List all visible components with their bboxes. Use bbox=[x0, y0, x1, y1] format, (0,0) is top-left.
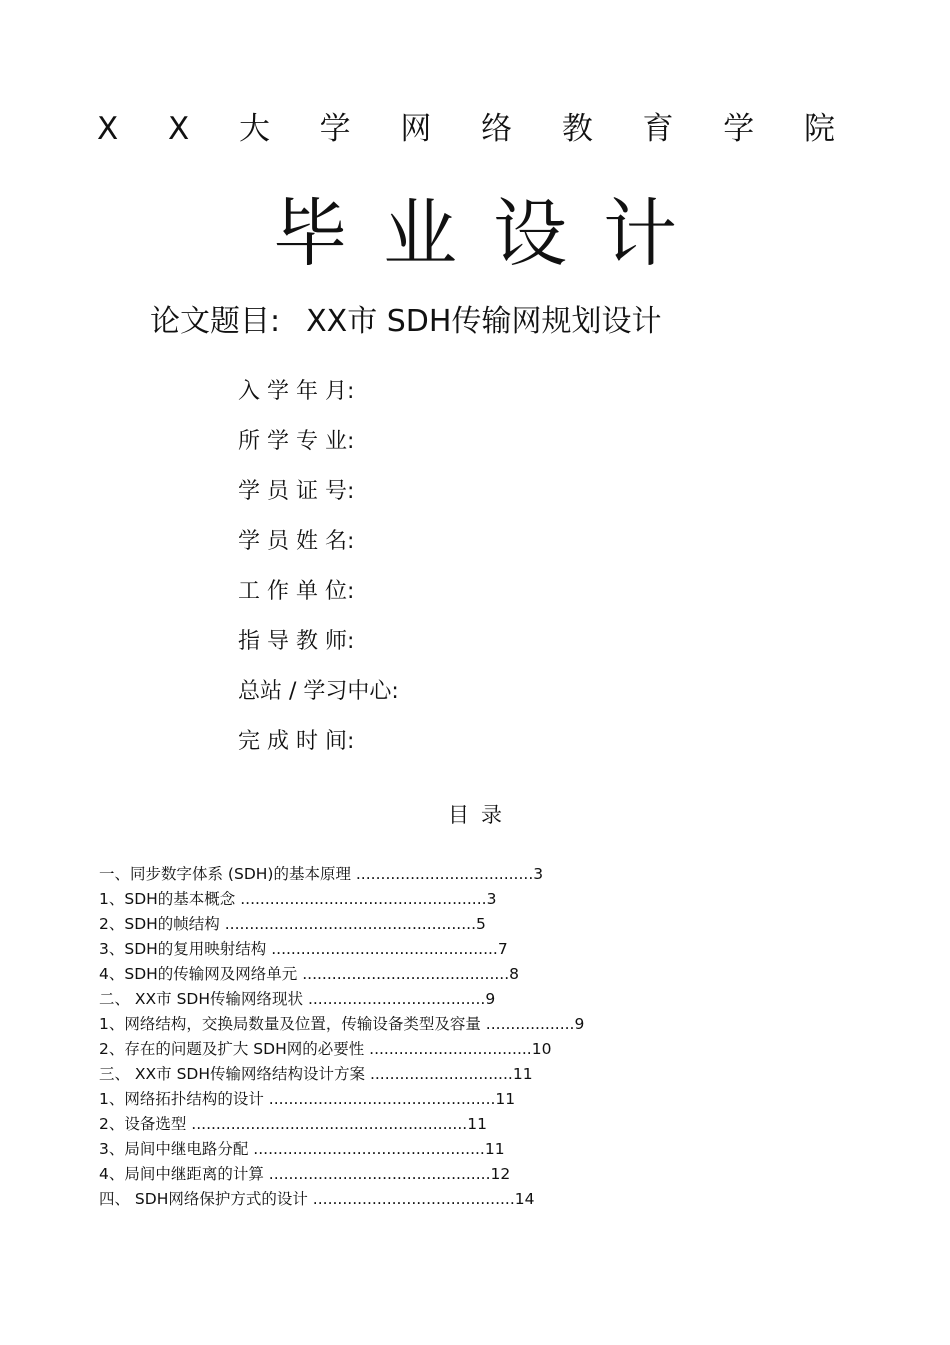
field-student-id: 学 员 证 号: bbox=[238, 479, 355, 504]
thesis-topic-value: XX市 SDH传输网规划设计 bbox=[306, 304, 662, 339]
field-major: 所 学 专 业: bbox=[238, 429, 355, 454]
institution-char: 院 bbox=[803, 111, 835, 147]
institution-char: 络 bbox=[481, 111, 513, 147]
toc-entry: 1、网络拓扑结构的设计 ..............................................11 bbox=[99, 1090, 516, 1108]
field-learning-center: 总站 / 学习中心: bbox=[238, 679, 399, 704]
field-student-name: 学 员 姓 名: bbox=[238, 529, 355, 554]
toc-entry: 2、SDH的帧结构 ...................................................5 bbox=[99, 915, 486, 933]
toc-title: 目录 bbox=[448, 803, 514, 827]
table-of-contents bbox=[99, 862, 719, 1212]
toc-entry: 2、设备选型 ........................................................11 bbox=[99, 1115, 487, 1133]
thesis-topic bbox=[150, 302, 661, 342]
toc-entry: 1、SDH的基本概念 ..................................................3 bbox=[99, 890, 497, 908]
info-fields bbox=[238, 375, 399, 775]
institution-char: 学 bbox=[723, 111, 755, 147]
institution-char: X bbox=[97, 111, 119, 147]
field-enrollment-date: 入 学 年 月: bbox=[238, 379, 355, 404]
toc-entry: 3、局间中继电路分配 ...............................................11 bbox=[99, 1140, 505, 1158]
institution-char: 教 bbox=[561, 111, 593, 147]
institution-char: 学 bbox=[319, 111, 351, 147]
field-advisor: 指 导 教 师: bbox=[238, 629, 355, 654]
document-title: 毕业设计 bbox=[273, 191, 713, 277]
institution-char: 育 bbox=[642, 111, 674, 147]
toc-entry: 一、同步数字体系 (SDH)的基本原理 ....................................3 bbox=[99, 865, 544, 883]
toc-entry: 3、SDH的复用映射结构 ..............................................7 bbox=[99, 940, 508, 958]
toc-entry: 四、 SDH网络保护方式的设计 .........................................14 bbox=[99, 1190, 535, 1208]
toc-entry: 2、存在的问题及扩大 SDH网的必要性 .................................10 bbox=[99, 1040, 552, 1058]
thesis-topic-label: 论文题目: bbox=[150, 304, 281, 339]
toc-entry: 4、局间中继距离的计算 .............................................12 bbox=[99, 1165, 511, 1183]
institution-char: X bbox=[167, 111, 190, 147]
field-workplace: 工 作 单 位: bbox=[238, 579, 355, 604]
institution-char: 网 bbox=[400, 111, 432, 147]
toc-entry: 4、SDH的传输网及网络单元 ..........................................8 bbox=[99, 965, 520, 983]
field-completion-time: 完 成 时 间: bbox=[238, 729, 355, 754]
institution-name bbox=[97, 108, 835, 150]
toc-entry: 三、 XX市 SDH传输网络结构设计方案 .............................11 bbox=[99, 1065, 533, 1083]
toc-entry: 二、 XX市 SDH传输网络现状 ....................................9 bbox=[99, 990, 496, 1008]
institution-char: 大 bbox=[238, 111, 270, 147]
toc-entry: 1、网络结构，交换局数量及位置，传输设备类型及容量 ..................9 bbox=[99, 1015, 585, 1033]
